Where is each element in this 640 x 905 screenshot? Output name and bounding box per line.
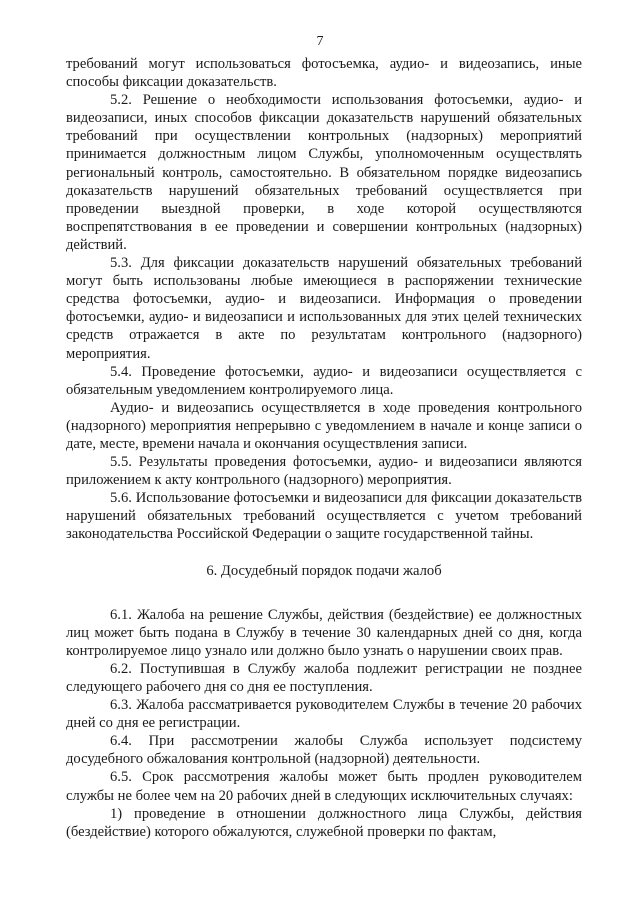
paragraph-5-6: 5.6. Использование фотосъемки и видеозаписи для фиксации доказательств нарушений обязательных требований осуществляется с учетом требований законодательства Российской Федерации о защите государственной тайны. xyxy=(66,490,582,543)
section-heading: 6. Досудебный порядок подачи жалоб xyxy=(206,562,442,579)
paragraph-6-5: 6.5. Срок рассмотрения жалобы может быть продлен руководителем службы не более чем на 20 рабочих дней в следующих исключительных случаях: xyxy=(66,769,582,804)
paragraph-6-3: 6.3. Жалоба рассматривается руководителем Службы в течение 20 рабочих дней со дня ее регистрации. xyxy=(66,697,582,732)
paragraph-continuation: требований могут использоваться фотосъемка, аудио- и видеозапись, иные способы фиксации доказательств. xyxy=(66,56,582,91)
paragraph-5-4-audio: Аудио- и видеозапись осуществляется в ходе проведения контрольного (надзорного) мероприятия непрерывно с уведомлением в начале и конце записи о дате, месте, времени начала и окончания осуществления записи. xyxy=(66,399,582,452)
paragraph-5-5: 5.5. Результаты проведения фотосъемки, аудио- и видеозаписи являются приложением к акту контрольного (надзорного) мероприятия. xyxy=(66,454,582,489)
paragraph-6-2: 6.2. Поступившая в Службу жалоба подлежит регистрации не позднее следующего рабочего дня со дня ее поступления. xyxy=(66,660,582,695)
paragraph-5-2: 5.2. Решение о необходимости использования фотосъемки, аудио- и видеозаписи, иных способов фиксации доказательств нарушений обязательных требований при осуществлении контрольных (надзорных) мероприятий принимается должностным лицом Службы, уполномоченным осуществлять региональный контроль, самостоятельно. В обязательном порядке видеозапись доказательств нарушений обязательных требований осуществляется при проведении выездной проверки, в ходе которой осуществляются воспрепятствования в ее проведении и совершении контрольных (надзорных) действий. xyxy=(66,92,582,253)
paragraph-6-4: 6.4. При рассмотрении жалобы Служба использует подсистему досудебного обжалования контрольной (надзорной) деятельности. xyxy=(66,733,582,768)
document-body xyxy=(66,55,582,841)
paragraph-6-5-item-1: 1) проведение в отношении должностного лица Службы, действия (бездействие) которого обжалуются, служебной проверки по фактам, xyxy=(66,805,582,840)
paragraph-6-1: 6.1. Жалоба на решение Службы, действия (бездействие) ее должностных лиц может быть подана в Службу в течение 30 календарных дней со дня, когда контролируемое лицо узнало или должно было узнать о нарушении своих прав. xyxy=(66,606,582,659)
page-number: 7 xyxy=(316,34,324,49)
paragraph-5-3: 5.3. Для фиксации доказательств нарушений обязательных требований могут быть использованы любые имеющиеся в распоряжении технические средства фотосъемки, аудио- и видеозаписи. Информация о проведении фотосъемки, аудио- и видеозаписи и использованных для этих целей технических средств отражается в акте по результатам контрольного (надзорного) мероприятия. xyxy=(66,255,582,362)
paragraph-5-4: 5.4. Проведение фотосъемки, аудио- и видеозаписи осуществляется с обязательным уведомлением контролируемого лица. xyxy=(66,363,582,398)
